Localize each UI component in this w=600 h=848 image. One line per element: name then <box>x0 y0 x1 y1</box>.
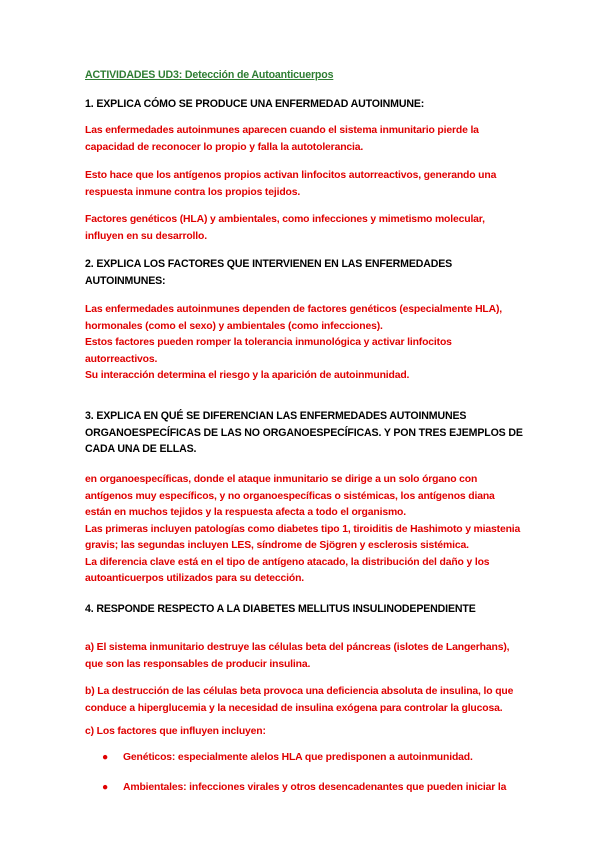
heading-line: 3. EXPLICA EN QUÉ SE DIFERENCIAN LAS ENFERMEDADES AUTOINMUNES <box>85 410 467 422</box>
paragraph-line: c) Los factores que influyen incluyen: <box>85 726 266 737</box>
paragraph-line: capacidad de reconocer lo propio y falla la autotolerancia. <box>85 141 364 153</box>
section-3-paragraph-1 <box>85 472 525 588</box>
list-item-text: Ambientales: infecciones virales y otros desencadenantes que pueden iniciar la <box>123 782 507 793</box>
bullet-icon: ● <box>102 752 109 763</box>
section-3-heading <box>85 408 525 458</box>
heading-line: 1. EXPLICA CÓMO SE PRODUCE UNA ENFERMEDAD AUTOINMUNE: <box>85 98 425 110</box>
paragraph-line: La diferencia clave está en el tipo de antígeno atacado, la distribución del daño y los <box>85 556 490 568</box>
paragraph-line: respuesta inmune contra los propios tejidos. <box>85 186 301 198</box>
heading-line: AUTOINMUNES: <box>85 274 166 287</box>
paragraph-line: están en muchos tejidos y la respuesta afecta a todo el organismo. <box>85 507 406 518</box>
paragraph-line: Estos factores pueden romper la tolerancia inmunológica y activar linfocitos <box>85 337 452 348</box>
bullet-icon: ● <box>102 782 109 793</box>
paragraph-line: autoanticuerpos utilizados para su detección. <box>85 573 305 584</box>
paragraph-line: Las enfermedades autoinmunes aparecen cuando el sistema inmunitario pierde la <box>85 125 479 136</box>
section-1-paragraph-3 <box>85 212 525 245</box>
document-title: ACTIVIDADES UD3: Detección de Autoanticuerpos <box>85 69 334 81</box>
section-4-paragraph-b <box>85 684 525 717</box>
paragraph-line: Las enfermedades autoinmunes dependen de factores genéticos (especialmente HLA), <box>85 304 503 315</box>
heading-line: CADA UNA DE ELLAS. <box>85 443 197 455</box>
paragraph-line: Esto hace que los antígenos propios activan linfocitos autorreactivos, generando una <box>85 170 497 181</box>
section-4-paragraph-c <box>85 724 525 741</box>
paragraph-line: b) La destrucción de las células beta provoca una deficiencia absoluta de insulina, lo que <box>85 686 514 697</box>
section-4-heading <box>85 601 525 618</box>
section-1-heading <box>85 96 525 113</box>
section-2-heading <box>85 256 525 289</box>
paragraph-line: que son las responsables de producir insulina. <box>85 658 311 670</box>
paragraph-line: en organoespecíficas, donde el ataque inmunitario se dirige a un solo órgano con <box>85 474 478 485</box>
paragraph-line: Factores genéticos (HLA) y ambientales, como infecciones y mimetismo molecular, <box>85 214 485 225</box>
paragraph-line: Su interacción determina el riesgo y la aparición de autoinmunidad. <box>85 370 410 381</box>
paragraph-line: conduce a hiperglucemia y la necesidad de insulina exógena para controlar la glucosa. <box>85 702 503 714</box>
section-4-paragraph-a <box>85 640 525 673</box>
paragraph-line: hormonales (como el sexo) y ambientales (como infecciones). <box>85 320 383 332</box>
heading-line: 4. RESPONDE RESPECTO A LA DIABETES MELLITUS INSULINODEPENDIENTE <box>85 603 476 615</box>
paragraph-line: antígenos muy específicos, y no organoespecíficas o sistémicas, los antígenos diana <box>85 490 495 502</box>
heading-line: ORGANOESPECÍFICAS DE LAS NO ORGANOESPECÍFICAS. Y PON TRES EJEMPLOS DE <box>85 426 523 439</box>
list-item-text: Genéticos: especialmente alelos HLA que predisponen a autoinmunidad. <box>123 752 473 763</box>
paragraph-line: a) El sistema inmunitario destruye las células beta del páncreas (islotes de Langerhans), <box>85 642 510 653</box>
section-1-paragraph-1 <box>85 123 525 156</box>
paragraph-line: Las primeras incluyen patologías como diabetes tipo 1, tiroiditis de Hashimoto y miastenia <box>85 523 521 535</box>
section-1-paragraph-2 <box>85 168 525 201</box>
paragraph-line: autorreactivos. <box>85 353 158 365</box>
heading-line: 2. EXPLICA LOS FACTORES QUE INTERVIENEN EN LAS ENFERMEDADES <box>85 258 453 270</box>
section-2-paragraph-1 <box>85 302 525 385</box>
paragraph-line: gravis; las segundas incluyen LES, síndrome de Sjögren y esclerosis sistémica. <box>85 540 469 551</box>
paragraph-line: influyen en su desarrollo. <box>85 230 207 242</box>
